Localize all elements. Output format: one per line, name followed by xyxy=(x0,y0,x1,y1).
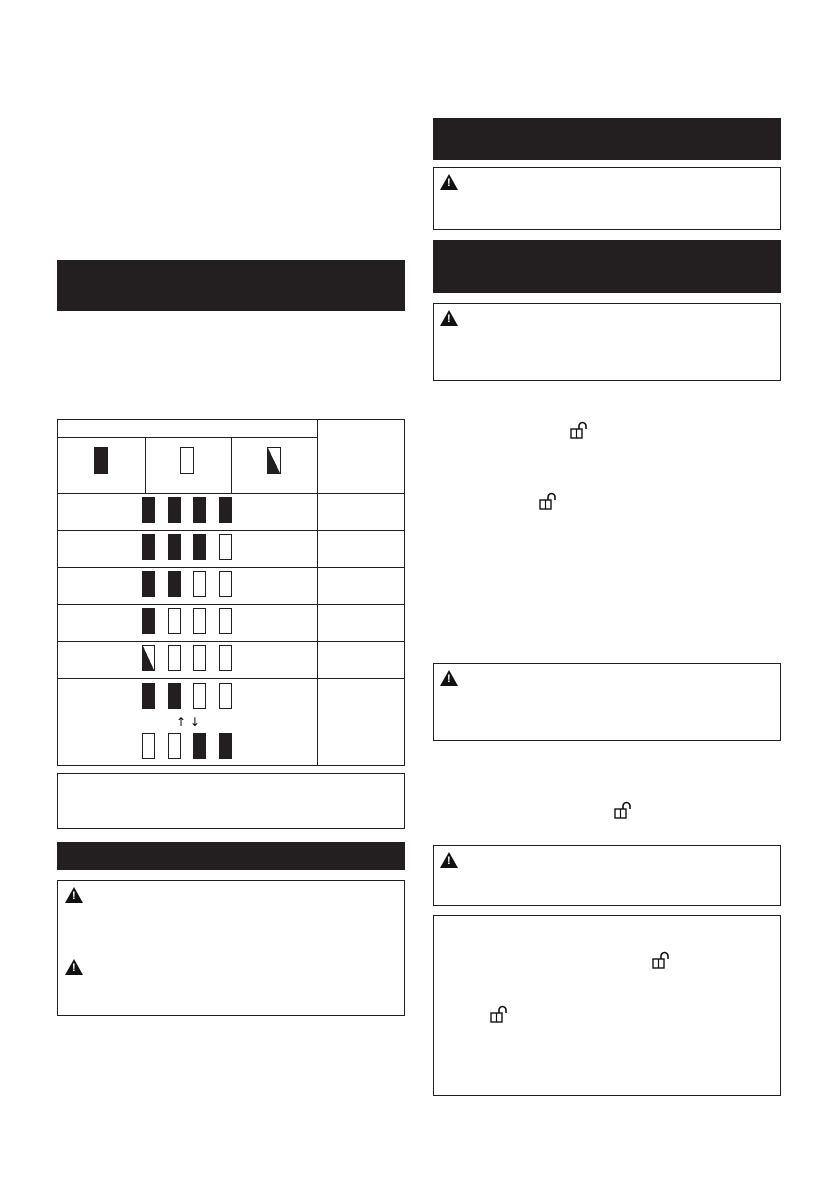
caution-box xyxy=(57,880,405,1016)
legend-blinking-icon xyxy=(267,447,281,474)
battery-indicator-cell xyxy=(142,733,155,759)
warning-box xyxy=(433,167,781,230)
warning-triangle-icon xyxy=(440,670,458,686)
battery-indicator-cell xyxy=(193,608,206,634)
warning-box xyxy=(433,845,781,906)
warning-triangle-icon xyxy=(440,174,458,190)
warning-box xyxy=(433,303,781,381)
battery-indicator-cell xyxy=(168,497,181,523)
battery-indicator-cell xyxy=(142,571,155,597)
note-box xyxy=(433,915,781,1096)
section-header-bar xyxy=(57,842,405,870)
battery-indicator-cell xyxy=(219,733,232,759)
warning-triangle-icon xyxy=(440,310,458,326)
battery-indicator-cell xyxy=(219,683,232,709)
battery-indicator-cell xyxy=(168,733,181,759)
section-header-bar xyxy=(433,118,781,160)
warning-triangle-icon xyxy=(440,852,458,868)
battery-indicator-cell xyxy=(142,497,155,523)
padlock-open-icon xyxy=(652,951,670,969)
padlock-open-icon xyxy=(490,1005,508,1023)
warning-box xyxy=(433,663,781,741)
padlock-open-icon xyxy=(570,421,588,439)
battery-indicator-cell xyxy=(219,534,232,560)
battery-indicator-cell xyxy=(168,645,181,671)
battery-indicator-cell xyxy=(168,683,181,709)
battery-indicator-cell xyxy=(219,497,232,523)
battery-indicator-cell xyxy=(193,571,206,597)
battery-indicator-cell xyxy=(193,733,206,759)
battery-indicator-cell xyxy=(219,608,232,634)
warning-triangle-icon xyxy=(65,959,83,975)
padlock-open-icon xyxy=(614,801,632,819)
legend-lit-icon xyxy=(94,447,108,474)
battery-indicator-cell xyxy=(168,571,181,597)
battery-indicator-cell xyxy=(219,571,232,597)
toggle-arrows: ↑ ↓ xyxy=(176,715,200,729)
battery-indicator-cell xyxy=(193,497,206,523)
battery-indicator-cell xyxy=(142,608,155,634)
warning-triangle-icon xyxy=(65,887,83,903)
battery-indicator-cell xyxy=(193,534,206,560)
section-header-bar xyxy=(433,240,781,293)
battery-indicator-cell xyxy=(193,645,206,671)
padlock-open-icon xyxy=(539,492,557,510)
battery-indicator-cell xyxy=(142,683,155,709)
battery-indicator-cell xyxy=(168,534,181,560)
battery-indicator-cell xyxy=(168,608,181,634)
battery-indicator-cell xyxy=(142,645,155,671)
battery-indicator-cell xyxy=(193,683,206,709)
battery-indicator-cell xyxy=(142,534,155,560)
section-header-bar xyxy=(57,260,405,311)
legend-off-icon xyxy=(180,447,194,474)
note-box xyxy=(57,773,405,829)
battery-indicator-cell xyxy=(219,645,232,671)
